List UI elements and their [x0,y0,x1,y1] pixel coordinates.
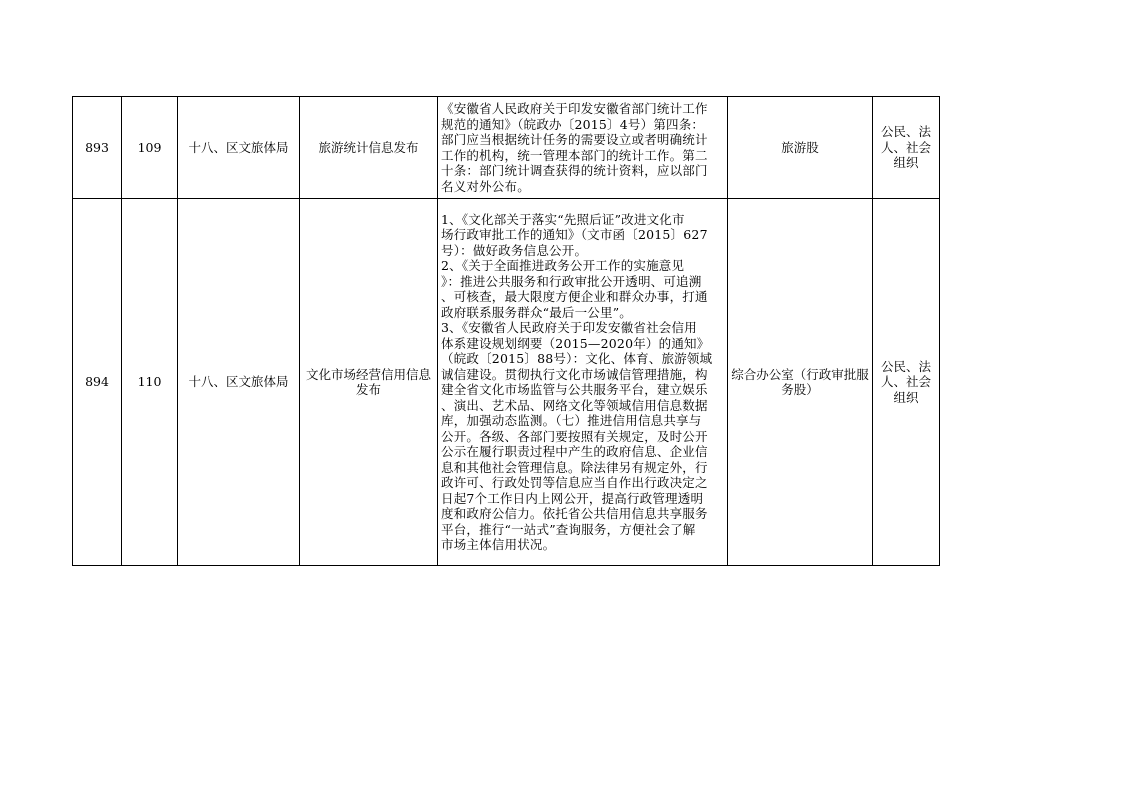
basis-line: 规范的通知》（皖政办〔2015〕4号）第四条： [441,116,705,132]
basis-line: 场行政审批工作的通知》（文市函〔2015〕627 [441,227,708,242]
seq-cell: 894 [73,199,122,566]
basis-line: 市场主体信用状况。 [441,537,556,552]
basis-line: 日起7个工作日内上网公开，提高行政管理透明 [441,490,704,506]
basis-line: 诚信建设。贯彻执行文化市场诚信管理措施，构 [441,366,708,382]
table-row [73,97,940,199]
basis-line: 1、《文化部关于落实“先照后证”改进文化市 [441,211,685,227]
basis-line: 《安徽省人民政府关于印发安徽省部门统计工作 [441,101,708,116]
basis-line: 十条：部门统计调查获得的统计资料，应以部门 [441,163,708,178]
basis-line: 、可核查，最大限度方便企业和群众办事，打通 [441,289,708,304]
basis-line: 公开。各级、各部门要按照有关规定，及时公开 [441,428,708,444]
basis-line: 2、《关于全面推进政务公开工作的实施意见 [441,258,685,273]
item-cell: 旅游统计信息发布 [300,97,438,199]
basis-line: （皖政〔2015〕88号）：文化、体育、旅游领域 [441,351,713,366]
basis-line: 平台，推行“一站式”查询服务，方便社会了解 [441,521,696,537]
basis-line: 政府联系服务群众“最后一公里”。 [441,304,632,320]
basis-line: 体系建设规划纲要（2015—2020年）的通知》 [441,335,710,351]
basis-line: 息和其他社会管理信息。除法律另有规定外，行 [441,459,708,475]
table-row [73,199,940,566]
basis-line: 度和政府公信力。依托省公共信用信息共享服务 [441,506,708,521]
target-cell: 公民、法人、社会组织 [873,97,940,199]
basis-line: 政许可、行政处罚等信息应当自作出行政决定之 [441,475,708,490]
basis-line: 工作的机构，统一管理本部门的统计工作。第二 [441,147,708,163]
basis-cell [438,199,728,566]
basis-line: 名义对外公布。 [441,178,530,194]
basis-line: 库，加强动态监测。（七）推进信用信息共享与 [441,413,702,428]
basis-cell [438,97,728,199]
department-cell: 十八、区文旅体局 [178,199,300,566]
item-cell: 文化市场经营信用信息发布 [300,199,438,566]
target-cell: 公民、法人、社会组织 [873,199,940,566]
responsible-cell: 综合办公室（行政审批服务股） [728,199,873,566]
basis-line: 号）：做好政务信息公开。 [441,242,588,258]
department-cell: 十八、区文旅体局 [178,97,300,199]
basis-line: 建全省文化市场监管与公共服务平台，建立娱乐 [441,382,708,397]
sub-seq-cell: 110 [122,199,178,566]
basis-line: 、演出、艺术品、网络文化等领域信用信息数据 [441,397,708,413]
disclosure-table [72,96,940,566]
basis-line: 》：推进公共服务和行政审批公开透明、可追溯 [441,273,702,289]
basis-line: 部门应当根据统计任务的需要设立或者明确统计 [441,132,708,147]
seq-cell: 893 [73,97,122,199]
basis-line: 公示在履行职责过程中产生的政府信息、企业信 [441,444,708,459]
basis-line: 3、《安徽省人民政府关于印发安徽省社会信用 [441,320,697,335]
sub-seq-cell: 109 [122,97,178,199]
responsible-cell: 旅游股 [728,97,873,199]
